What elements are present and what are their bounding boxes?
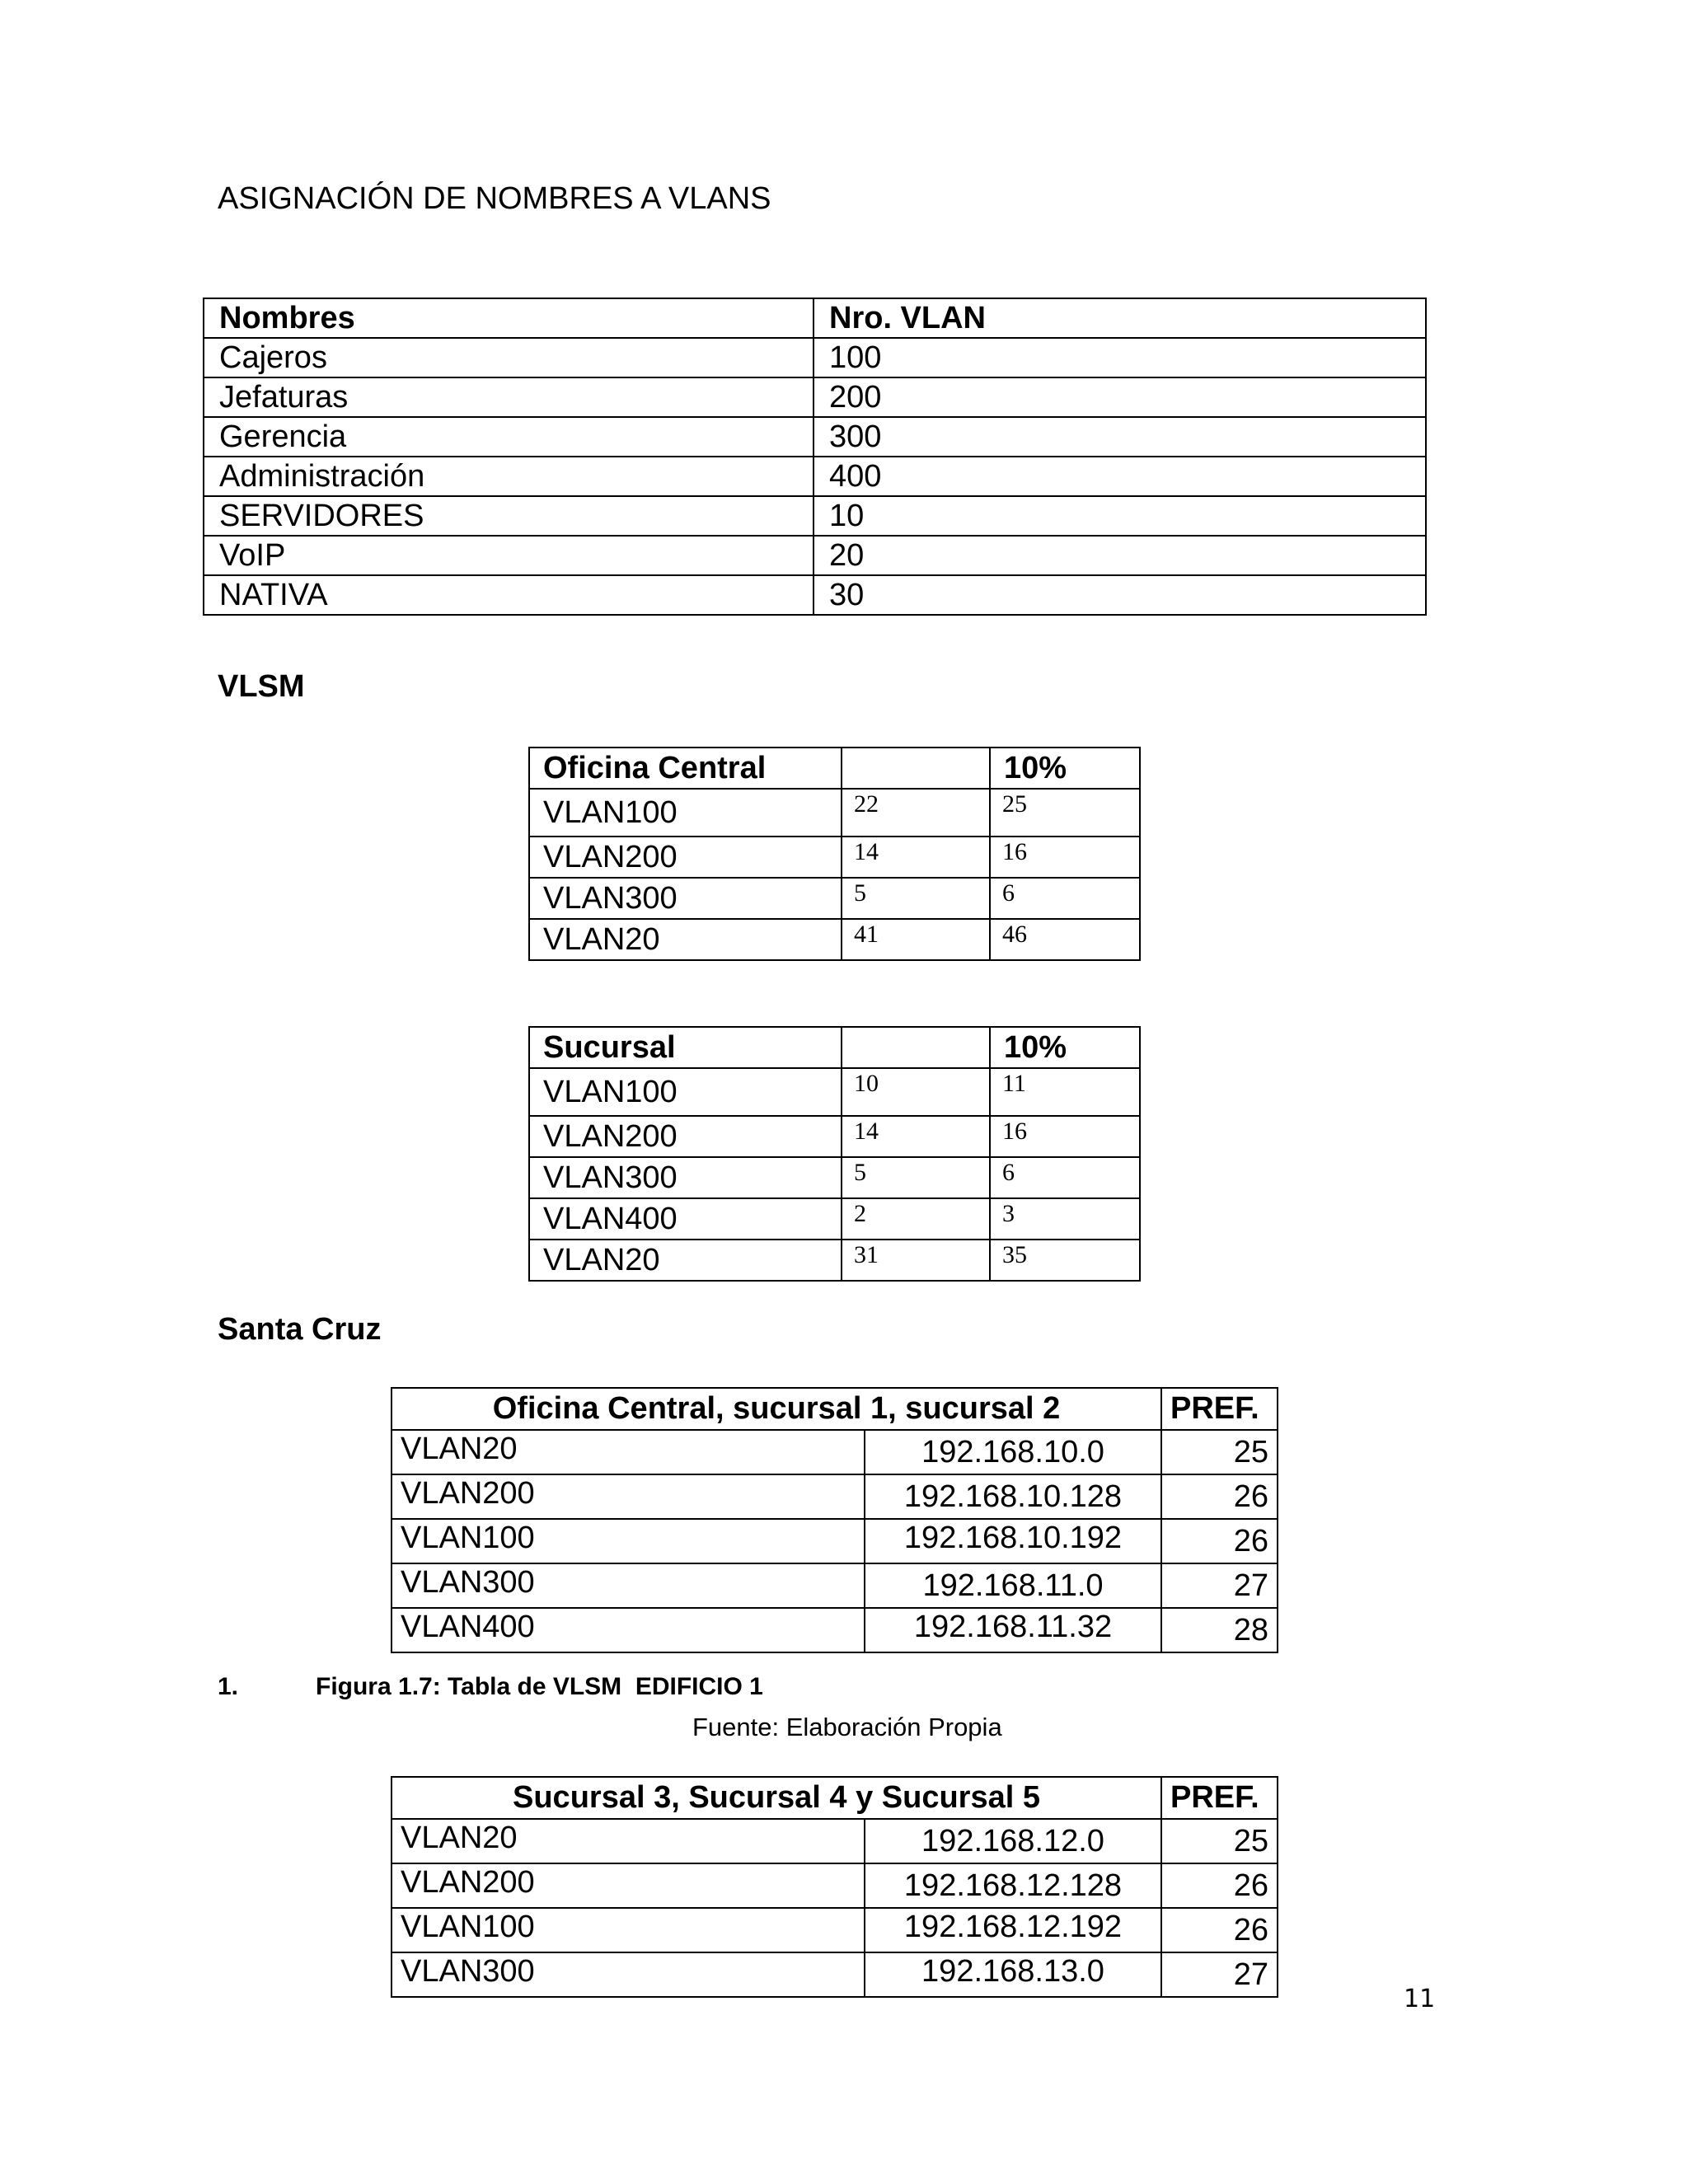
oficina-central-table: [528, 747, 1141, 961]
table-row: [204, 377, 1426, 417]
table-cell: 26: [1161, 1863, 1278, 1908]
table-row: [529, 919, 1140, 960]
table-row: [529, 1068, 1140, 1116]
table-header-row: [204, 298, 1426, 338]
table-row: [392, 1430, 1278, 1474]
table-cell: 192.168.10.192: [865, 1519, 1161, 1563]
page-number: 11: [1404, 1985, 1436, 2013]
table-row: [204, 496, 1426, 536]
table-row: [392, 1563, 1278, 1608]
table-row: [392, 1952, 1278, 1997]
header-cell: PREF.: [1161, 1388, 1278, 1430]
table-header-row: [392, 1388, 1278, 1430]
table-row: [529, 1157, 1140, 1198]
table-row: [392, 1863, 1278, 1908]
sucursal-table: [528, 1026, 1141, 1282]
caption-number: 1.: [218, 1673, 239, 1700]
table-cell: 300: [814, 417, 1426, 457]
table-cell: 192.168.12.192: [865, 1908, 1161, 1952]
figure-caption: Figura 1.7: Tabla de VLSM EDIFICIO 1: [316, 1673, 763, 1700]
table-cell: 5: [842, 878, 990, 919]
table-cell: VLAN20: [529, 1240, 842, 1281]
table-cell: VLAN300: [392, 1563, 865, 1608]
header-cell: Sucursal: [529, 1027, 842, 1068]
table-cell: 25: [1161, 1819, 1278, 1863]
table-cell: Cajeros: [204, 338, 814, 377]
names-table: [203, 298, 1427, 616]
table-cell: 14: [842, 1116, 990, 1157]
table-cell: 10: [842, 1068, 990, 1116]
table-cell: VLAN400: [529, 1198, 842, 1240]
header-cell: 10%: [990, 748, 1140, 789]
table-cell: VLAN400: [392, 1608, 865, 1652]
header-cell: [842, 748, 990, 789]
table-cell: 2: [842, 1198, 990, 1240]
table-row: [204, 457, 1426, 496]
figure-source: Fuente: Elaboración Propia: [692, 1713, 1002, 1741]
table-row: [392, 1608, 1278, 1652]
header-cell: [842, 1027, 990, 1068]
table-row: [392, 1908, 1278, 1952]
table-row: [529, 837, 1140, 878]
table-row: [204, 338, 1426, 377]
table-cell: VLAN200: [529, 1116, 842, 1157]
table-cell: 20: [814, 536, 1426, 575]
table-row: [392, 1474, 1278, 1519]
table-row: [204, 575, 1426, 615]
table-row: [529, 878, 1140, 919]
table-cell: 5: [842, 1157, 990, 1198]
table-cell: 11: [990, 1068, 1140, 1116]
table-cell: SERVIDORES: [204, 496, 814, 536]
table-cell: 192.168.12.0: [865, 1819, 1161, 1863]
table-cell: VLAN20: [392, 1430, 865, 1474]
table-cell: NATIVA: [204, 575, 814, 615]
table-cell: 3: [990, 1198, 1140, 1240]
table-cell: 46: [990, 919, 1140, 960]
table-cell: 14: [842, 837, 990, 878]
table-cell: 6: [990, 1157, 1140, 1198]
table-cell: 27: [1161, 1952, 1278, 1997]
table-cell: 31: [842, 1240, 990, 1281]
table-header-row: [529, 1027, 1140, 1068]
table-cell: 10: [814, 496, 1426, 536]
page-title: ASIGNACIÓN DE NOMBRES A VLANS: [218, 181, 771, 216]
table-cell: 30: [814, 575, 1426, 615]
table-cell: VLAN300: [392, 1952, 865, 1997]
table-cell: VLAN100: [529, 1068, 842, 1116]
table-cell: 192.168.11.32: [865, 1608, 1161, 1652]
table-cell: 28: [1161, 1608, 1278, 1652]
table-cell: 25: [1161, 1430, 1278, 1474]
table-row: [392, 1819, 1278, 1863]
table-cell: 192.168.13.0: [865, 1952, 1161, 1997]
header-cell: 10%: [990, 1027, 1140, 1068]
table-row: [204, 536, 1426, 575]
header-cell: Oficina Central: [529, 748, 842, 789]
table-cell: 16: [990, 1116, 1140, 1157]
table-row: [529, 789, 1140, 837]
table-cell: VoIP: [204, 536, 814, 575]
table-header-row: [392, 1777, 1278, 1819]
table-cell: VLAN200: [392, 1863, 865, 1908]
table-cell: VLAN100: [392, 1519, 865, 1563]
vlsm-heading: VLSM: [218, 669, 305, 704]
table-cell: 192.168.10.128: [865, 1474, 1161, 1519]
table-cell: 26: [1161, 1908, 1278, 1952]
table-cell: 6: [990, 878, 1140, 919]
table-cell: 26: [1161, 1474, 1278, 1519]
table-cell: 400: [814, 457, 1426, 496]
table-cell: 192.168.10.0: [865, 1430, 1161, 1474]
table-cell: VLAN100: [529, 789, 842, 837]
table-row: [529, 1198, 1140, 1240]
table-cell: 16: [990, 837, 1140, 878]
table-cell: 35: [990, 1240, 1140, 1281]
table-row: [529, 1116, 1140, 1157]
table-cell: 41: [842, 919, 990, 960]
ip-table-sucursales: [391, 1776, 1278, 1998]
table-cell: 27: [1161, 1563, 1278, 1608]
table-cell: VLAN20: [392, 1819, 865, 1863]
table-cell: 25: [990, 789, 1140, 837]
table-cell: 192.168.12.128: [865, 1863, 1161, 1908]
table-cell: 100: [814, 338, 1426, 377]
header-cell: Nro. VLAN: [814, 298, 1426, 338]
table-cell: 22: [842, 789, 990, 837]
header-cell: Nombres: [204, 298, 814, 338]
header-cell: Oficina Central, sucursal 1, sucursal 2: [392, 1388, 1161, 1430]
table-cell: 26: [1161, 1519, 1278, 1563]
header-cell: PREF.: [1161, 1777, 1278, 1819]
table-row: [204, 417, 1426, 457]
header-cell: Sucursal 3, Sucursal 4 y Sucursal 5: [392, 1777, 1161, 1819]
table-cell: 200: [814, 377, 1426, 417]
table-cell: VLAN200: [529, 837, 842, 878]
table-cell: Gerencia: [204, 417, 814, 457]
table-header-row: [529, 748, 1140, 789]
ip-table-edificio-1: [391, 1387, 1278, 1653]
santa-cruz-heading: Santa Cruz: [218, 1312, 382, 1347]
table-cell: Jefaturas: [204, 377, 814, 417]
table-cell: 192.168.11.0: [865, 1563, 1161, 1608]
table-cell: Administración: [204, 457, 814, 496]
table-cell: VLAN20: [529, 919, 842, 960]
table-row: [529, 1240, 1140, 1281]
table-row: [392, 1519, 1278, 1563]
table-cell: VLAN300: [529, 878, 842, 919]
table-cell: VLAN200: [392, 1474, 865, 1519]
table-cell: VLAN100: [392, 1908, 865, 1952]
table-cell: VLAN300: [529, 1157, 842, 1198]
